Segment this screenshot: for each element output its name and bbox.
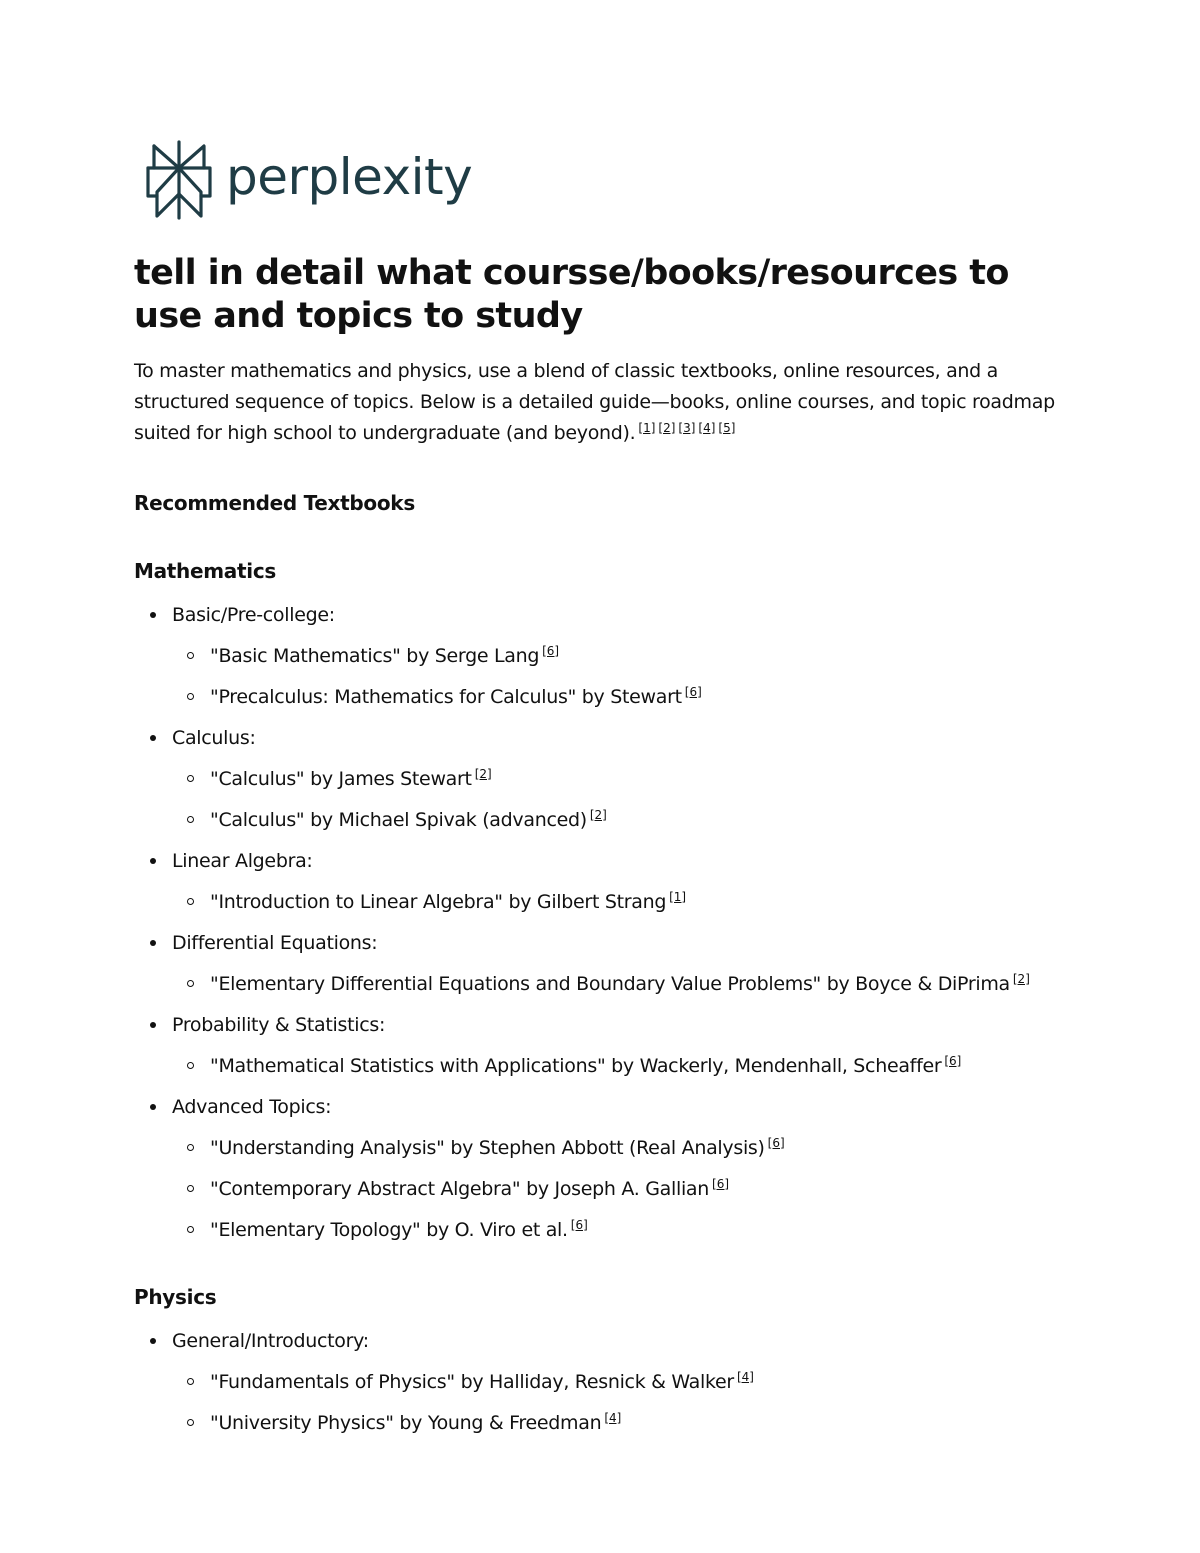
citation-link[interactable]: [1] [638, 421, 656, 435]
section-heading-recommended-textbooks: Recommended Textbooks [134, 491, 415, 515]
book-item [172, 1367, 1064, 1397]
book-item [172, 805, 1064, 835]
citation-link[interactable]: [6] [570, 1218, 588, 1232]
citation-link[interactable]: [4] [604, 1411, 622, 1425]
list-item [134, 1326, 1064, 1438]
sub-list [172, 969, 1064, 999]
citation-link[interactable]: [2] [589, 808, 607, 822]
document-page [134, 140, 1064, 1449]
book-title: "Introduction to Linear Algebra" by Gilbert Strang [210, 891, 667, 913]
perplexity-wordmark: perplexity [226, 148, 473, 206]
book-title: "Precalculus: Mathematics for Calculus" by Stewart [210, 686, 682, 708]
book-item [172, 887, 1064, 917]
citation-link[interactable]: [5] [718, 421, 736, 435]
book-item [172, 1215, 1064, 1245]
list-item [134, 723, 1064, 835]
book-item [172, 1408, 1064, 1438]
book-item [172, 1174, 1064, 1204]
physics-book-list [134, 1326, 1064, 1438]
citation-link[interactable]: [2] [474, 767, 492, 781]
sub-list [172, 1051, 1064, 1081]
category-label: Probability & Statistics: [172, 1014, 386, 1036]
book-item [172, 764, 1064, 794]
category-label: Basic/Pre-college: [172, 604, 335, 626]
list-item [134, 600, 1064, 712]
book-title: "Fundamentals of Physics" by Halliday, Resnick & Walker [210, 1371, 734, 1393]
book-title: "Elementary Topology" by O. Viro et al. [210, 1219, 568, 1241]
list-item [134, 1010, 1064, 1081]
perplexity-logo [146, 140, 1064, 220]
book-title: "Elementary Differential Equations and Boundary Value Problems" by Boyce & DiPrima [210, 973, 1010, 995]
subheading-mathematics: Mathematics [134, 559, 276, 583]
sub-list [172, 1133, 1064, 1245]
citation-link[interactable]: [4] [698, 421, 716, 435]
book-title: "University Physics" by Young & Freedman [210, 1412, 602, 1434]
list-item [134, 1092, 1064, 1245]
category-label: Differential Equations: [172, 932, 378, 954]
intro-text: To master mathematics and physics, use a blend of classic textbooks, online resources, and a structured sequence of topics. Below is a detailed guide—books, online courses, and topic roadmap suited for high school to undergraduate (and beyond). [134, 360, 1055, 444]
book-title: "Calculus" by James Stewart [210, 768, 472, 790]
citation-link[interactable]: [1] [669, 890, 687, 904]
category-label: Calculus: [172, 727, 256, 749]
subheading-physics: Physics [134, 1285, 217, 1309]
book-item [172, 682, 1064, 712]
citation-link[interactable]: [6] [712, 1177, 730, 1191]
book-item [172, 1051, 1064, 1081]
book-title: "Basic Mathematics" by Serge Lang [210, 645, 540, 667]
book-title: "Understanding Analysis" by Stephen Abbott (Real Analysis) [210, 1137, 765, 1159]
perplexity-logo-icon [146, 140, 212, 220]
list-item [134, 846, 1064, 917]
page-title: tell in detail what coursse/books/resources to use and topics to study [134, 253, 1009, 336]
math-book-list [134, 600, 1064, 1245]
category-label: Linear Algebra: [172, 850, 313, 872]
sub-list [172, 764, 1064, 835]
book-item [172, 641, 1064, 671]
book-title: "Mathematical Statistics with Applications" by Wackerly, Mendenhall, Scheaffer [210, 1055, 942, 1077]
citation-link[interactable]: [3] [678, 421, 696, 435]
citation-link[interactable]: [6] [542, 644, 560, 658]
citation-link[interactable]: [6] [684, 685, 702, 699]
citation-link[interactable]: [6] [767, 1136, 785, 1150]
book-title: "Contemporary Abstract Algebra" by Joseph A. Gallian [210, 1178, 710, 1200]
citation-link[interactable]: [6] [944, 1054, 962, 1068]
category-label: General/Introductory: [172, 1330, 369, 1352]
book-item [172, 1133, 1064, 1163]
book-title: "Calculus" by Michael Spivak (advanced) [210, 809, 587, 831]
sub-list [172, 887, 1064, 917]
list-item [134, 928, 1064, 999]
citation-link[interactable]: [2] [658, 421, 676, 435]
citation-link[interactable]: [2] [1012, 972, 1030, 986]
sub-list [172, 1367, 1064, 1438]
citation-link[interactable]: [4] [736, 1370, 754, 1384]
sub-list [172, 641, 1064, 712]
category-label: Advanced Topics: [172, 1096, 332, 1118]
intro-paragraph [134, 356, 1064, 449]
book-item [172, 969, 1064, 999]
